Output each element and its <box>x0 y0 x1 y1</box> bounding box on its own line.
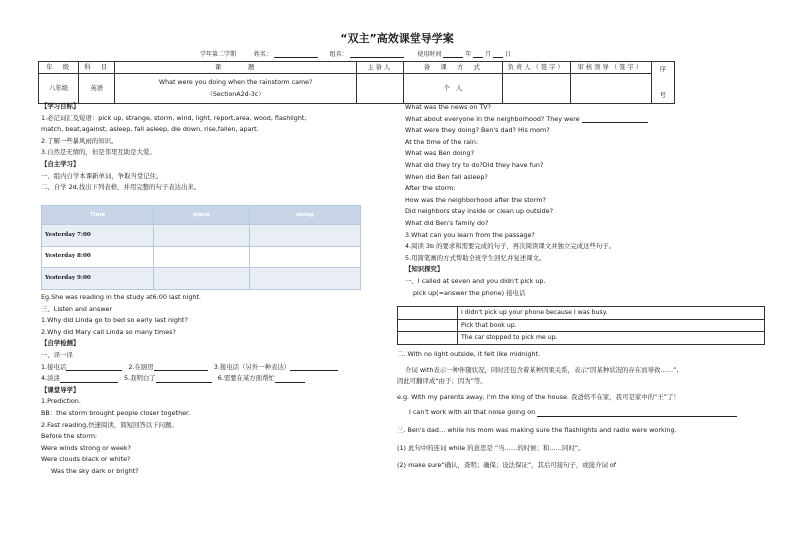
pick-blank-3[interactable] <box>398 332 458 345</box>
year-field[interactable] <box>443 51 463 58</box>
pick-example-1: I didn't pick up your phone because I was busy. <box>458 307 765 320</box>
translate-6: 6.需要在某方面帮忙 <box>217 374 275 383</box>
topic-value <box>115 74 357 104</box>
q-asleep: When did Ben fall asleep? <box>405 172 488 181</box>
before-storm: Before the storm: <box>41 432 98 441</box>
place-cell-2[interactable] <box>154 246 250 268</box>
header-prepare-mode: 备 课 方 式 <box>403 62 503 74</box>
time-table <box>41 205 361 290</box>
q-neighborhood-answer[interactable] <box>582 116 648 123</box>
q-stay: Did neighbors stay inside or clean up outside? <box>405 207 553 216</box>
doing-cell-3[interactable] <box>250 268 361 290</box>
q-how: How was the neighborhood after the storm? <box>405 195 546 204</box>
header-responsible: 负责人（签字） <box>503 62 571 74</box>
translate-3: 3.接电话（另外一种表达） <box>213 362 291 371</box>
point-2-example-2-text: I can't work with all that noise going on <box>409 408 536 417</box>
q-winds: Were winds strong or week? <box>41 443 131 452</box>
section-class-guide: 【课堂导学】 <box>41 385 80 394</box>
self-study-1: 一、组内自学本课新单词，争取当堂记住。 <box>41 171 163 180</box>
point-2-example: e.g. With my parents away, I'm the king of the house. 我爸妈不在家，我可是家中的“王”了！ <box>397 392 680 401</box>
translate-2: 2.在厨房 <box>128 362 154 371</box>
name-label: 姓名： <box>253 51 272 58</box>
pick-example-3: The car stopped to pick me up. <box>458 332 765 345</box>
pick-blank-2[interactable] <box>398 319 458 332</box>
goal-3: 3.自然是无情的，但是邻里互助是大爱。 <box>41 148 156 157</box>
serial-char-1: 序 <box>659 65 666 73</box>
goal-1-cont: match, beat,against, asleep, fall asleep, die down, rise,fallen, apart. <box>41 125 259 134</box>
subject-value: 英语 <box>79 74 115 104</box>
point-3-note-1: (1) 此句中的连词 while 的意思是 “当……的时候；和……同时”。 <box>397 443 585 452</box>
left-column-bottom <box>41 294 386 480</box>
answer-2[interactable] <box>154 364 208 371</box>
point-2-translation[interactable] <box>537 410 737 417</box>
listen-title: 三、Listen and answer <box>41 304 113 313</box>
pick-example-2: Pick that book up. <box>458 319 765 332</box>
task-5: 5.用简笔画的方式帮助全班学生回忆并复述课文。 <box>405 253 546 262</box>
header-serial <box>651 62 674 104</box>
q-family: What did Ben's family do? <box>405 218 489 227</box>
bb-note: BB：the storm brought people closer together. <box>41 408 191 417</box>
time-row-2: Yesterday 8:00 <box>42 246 154 268</box>
answer-6[interactable] <box>275 376 305 383</box>
q-clouds: Were clouds black or white? <box>41 455 131 464</box>
pick-blank-1[interactable] <box>398 307 458 320</box>
group-field[interactable] <box>350 51 404 58</box>
point-2: 二. With no light outside, it felt like midnight. <box>397 350 541 358</box>
goal-2: 2.了解一些暴风雨的知识。 <box>41 136 118 145</box>
goal-1: 1.必记词汇及短语：pick up, strange, storm, wind, light, report,area, wood, flashlight, <box>41 113 307 122</box>
left-column-top <box>41 103 386 196</box>
after-storm: After the storm: <box>405 184 456 193</box>
col-doing: doing <box>250 206 361 225</box>
day-field[interactable] <box>493 51 503 58</box>
q-neighborhood-text: What about everyone in the neighborhood? They were <box>405 114 580 123</box>
task-4: 4.阅读 3b 的要求和需要完成的句子，再次阅读课文并独立完成这些句子。 <box>405 242 615 251</box>
translate-4: 4.淡淡 <box>41 374 60 383</box>
month-label: 月 <box>485 51 492 58</box>
responsible-sign[interactable] <box>503 74 571 104</box>
right-column <box>405 104 785 301</box>
listen-q1: 1.Why did Linda go to bed so early last night? <box>41 316 188 325</box>
col-time: Time <box>42 206 154 225</box>
month-field[interactable] <box>473 51 483 58</box>
translate-title: 一、译一译 <box>41 350 73 359</box>
q-news: What was the news on TV? <box>405 103 492 111</box>
page-title: “双主”高效课堂导学案 <box>340 32 454 45</box>
place-cell-3[interactable] <box>154 268 250 290</box>
term-label: 学年第二学期 <box>200 51 237 58</box>
point-1: 一、I called at seven and you didn't pick up. <box>405 276 546 285</box>
pick-up-table <box>397 306 765 345</box>
day-label: 日 <box>505 51 512 58</box>
lesson-info-table <box>38 61 675 104</box>
q-sky: Was the sky dark or bright? <box>51 466 139 475</box>
q-ben-doing: What was Ben doing? <box>405 149 474 158</box>
point-3-note-2: (2) make sure“确认，查明；确保；设法保证”，其后可接句子，或接介词 of <box>397 461 617 470</box>
q-doing: What were they doing? Ben's dad? His mom? <box>405 126 550 135</box>
right-column-bottom <box>397 351 787 474</box>
header-grade: 年 级 <box>39 62 79 74</box>
header-reviewer: 审核领导（签字） <box>571 62 652 74</box>
time-label: 使用时间 <box>417 51 442 58</box>
self-study-2: 二、自学 2d,找出下列表格，并用完整的句子表达出来。 <box>41 183 201 192</box>
prepare-mode-value: 个 人 <box>403 74 503 104</box>
translate-1: 1.接电话 <box>41 362 67 371</box>
answer-5[interactable] <box>156 376 212 383</box>
fast-reading: 2.Fast reading,快速阅读，简短回答以下问题。 <box>41 420 178 429</box>
listen-q2: 2.Why did Mary call Linda so many times? <box>41 327 176 336</box>
serial-char-2: 号 <box>659 91 666 99</box>
section-self-check: 【自学检测】 <box>41 339 80 348</box>
prediction: 1.Prediction. <box>41 397 81 406</box>
section-self-study: 【自主学习】 <box>41 159 80 168</box>
topic-line-2: （SectionA2d-3c） <box>206 90 265 98</box>
place-cell-1[interactable] <box>154 225 250 247</box>
answer-1[interactable] <box>66 364 122 371</box>
name-field[interactable] <box>274 51 318 58</box>
point-3: 三. Ben's dad… while his mom was making sure the flashlights and radio were working. <box>397 425 677 434</box>
time-row-3: Yesterday 9:00 <box>42 268 154 290</box>
answer-4[interactable] <box>60 376 118 383</box>
header-topic: 课 题 <box>115 62 357 74</box>
q-try: What did they try to do?Did they have fun? <box>405 160 544 169</box>
section-knowledge: 【知识探究】 <box>405 265 444 274</box>
translate-5: 5.我明白了 <box>123 374 156 383</box>
time-row-1: Yesterday 7:00 <box>42 225 154 247</box>
point-2-example-2 <box>397 409 787 421</box>
point-1-note: pick up(=answer the phone) 接电话 <box>413 288 526 297</box>
time-of-rain: At the time of the rain: <box>405 137 479 146</box>
header-subject: 科 目 <box>79 62 115 74</box>
point-2-explain: 介词 with表示一种伴随状况，同时还包含着某种因果关系，表示“因某种状况的存在而导致……”, <box>405 365 679 374</box>
col-place: place <box>154 206 250 225</box>
group-label: 组名： <box>329 51 348 58</box>
translate-row-2 <box>41 375 386 387</box>
point-2-explain-cont: 因此可翻译成“由于；因为”等。 <box>397 377 487 386</box>
section-goals: 【学习目标】 <box>41 102 80 110</box>
doing-cell-2[interactable] <box>250 246 361 268</box>
example-sentence: Eg.She was reading in the study at6:00 last night. <box>41 293 201 301</box>
topic-line-1: What were you doing when the rainstorm came? <box>158 78 313 86</box>
header-preparer: 主备人 <box>356 62 403 74</box>
year-label: 年 <box>465 51 472 58</box>
answer-3[interactable] <box>290 364 338 371</box>
grade-value: 八年级 <box>39 74 79 104</box>
task-3: 3.What can you learn from the passage? <box>405 230 535 239</box>
preparer-value[interactable] <box>356 74 403 104</box>
doing-cell-1[interactable] <box>250 225 361 247</box>
reviewer-sign[interactable] <box>571 74 652 104</box>
info-line <box>200 51 620 58</box>
